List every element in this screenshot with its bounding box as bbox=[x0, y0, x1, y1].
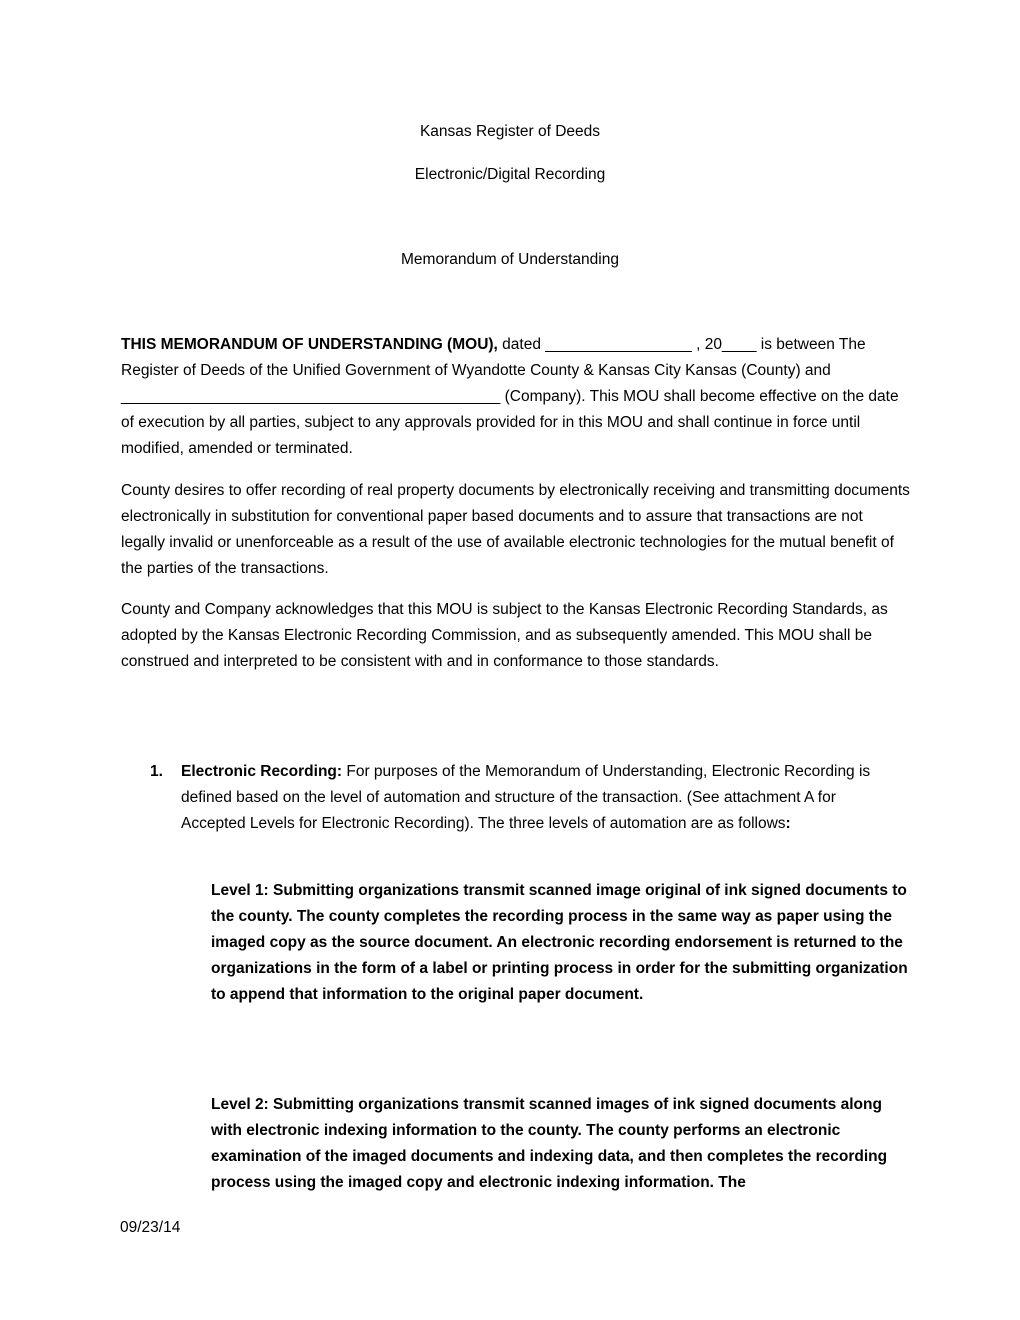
section-body bbox=[181, 759, 899, 837]
purpose-paragraph: County desires to offer recording of real property documents by electronically receiving and transmitting documents electronically in substitution for conventional paper based documents and to assure that transactions are not legally invalid or unenforceable as a result of the use of available electronic technologies for the mutual benefit of the parties of the transactions. bbox=[121, 482, 910, 577]
level-2-description: Level 2: Submitting organizations transmit scanned images of ink signed documents along with electronic indexing information to the county. The county performs an electronic examination of the imaged documents and indexing data, and then completes the recording process using the imaged copy and electronic indexing information. The bbox=[211, 1096, 888, 1191]
intro-lead-bold: THIS MEMORANDUM OF UNDERSTANDING (MOU), bbox=[121, 336, 498, 353]
standards-paragraph: County and Company acknowledges that this MOU is subject to the Kansas Electronic Recording Standards, as adopted by the Kansas Electronic Recording Commission, and as subsequently amended. This MOU shall be construed and interpreted to be consistent with and in conformance to those standards. bbox=[121, 601, 888, 670]
level-1-description: Level 1: Submitting organizations transmit scanned image original of ink signed documents to the county. The county completes the recording process in the same way as paper using the imaged copy as the source document. An electronic recording endorsement is returned to the organizations in the form of a label or printing process in order for the submitting organization to append that information to the original paper document. bbox=[211, 882, 908, 1003]
section-text: For purposes of the Memorandum of Understanding, Electronic Recording is defined based on the level of automation and structure of the transaction. (See attachment A for Accepted Levels for Electronic Recording). The three levels of automation are as follows bbox=[181, 763, 871, 832]
section-heading: Electronic Recording: bbox=[181, 763, 343, 780]
intro-text: dated _________________ , 20____ is between The Register of Deeds of the Unified Government of Wyandotte County & Kansas City Kansas (County) and ____________________________________________ (Company). This MOU shall become effective on the date of execution by all parties, subject to any approvals provided for in this MOU and shall continue in force until modified, amended or terminated. bbox=[121, 336, 899, 457]
footer-date: 09/23/14 bbox=[120, 1219, 181, 1236]
section-colon: : bbox=[785, 814, 791, 832]
header-line-recording: Electronic/Digital Recording bbox=[414, 166, 606, 183]
section-number: 1. bbox=[150, 763, 163, 780]
header-line-register: Kansas Register of Deeds bbox=[419, 123, 601, 140]
intro-paragraph bbox=[121, 332, 911, 462]
document-title: Memorandum of Understanding bbox=[401, 251, 619, 268]
